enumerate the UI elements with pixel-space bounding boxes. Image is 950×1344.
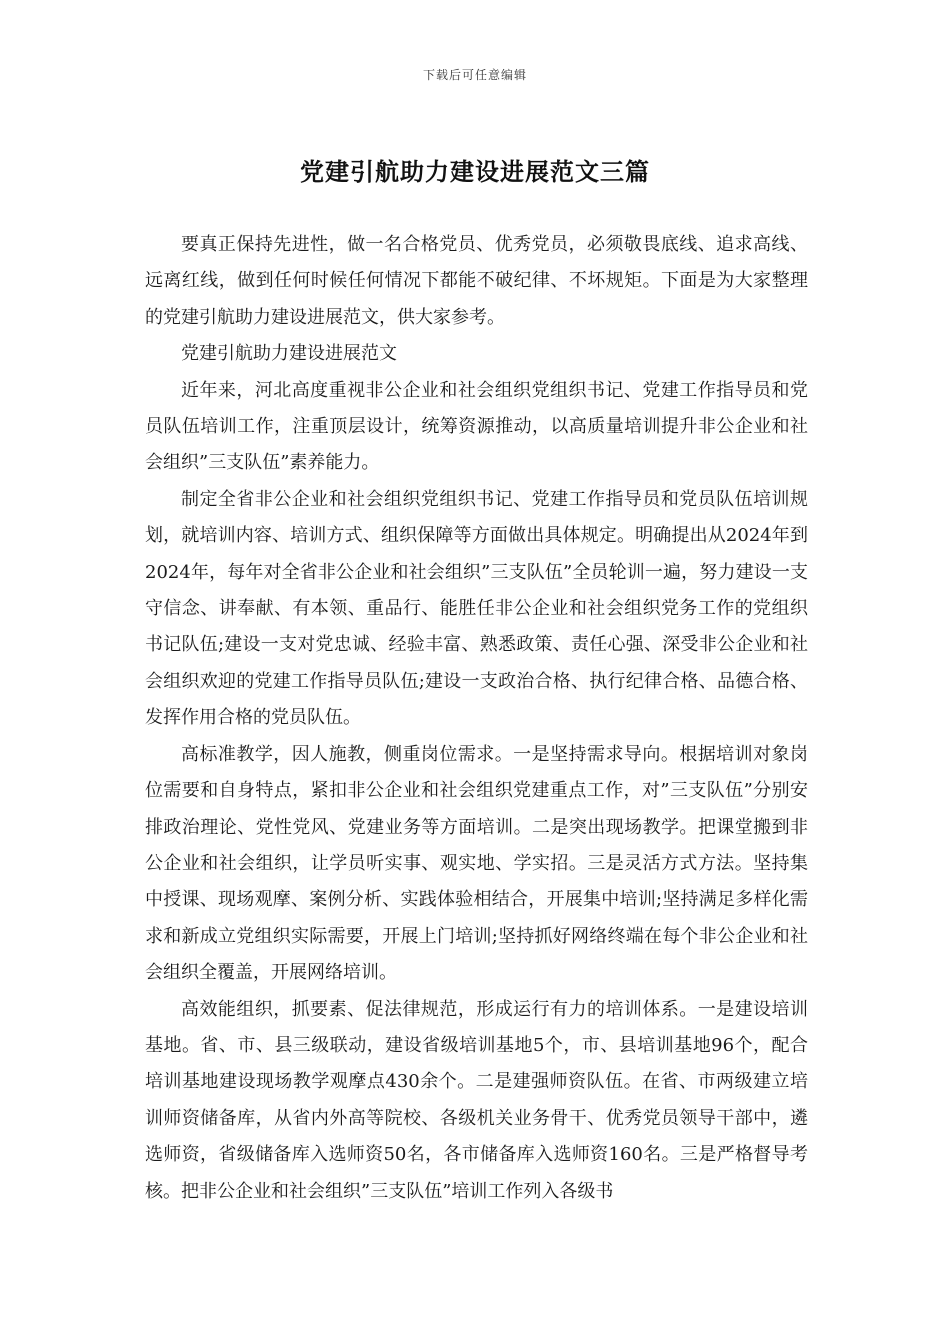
document-title: 党建引航助力建设进展范文三篇 (300, 157, 650, 186)
paragraph-intro: 要真正保持先进性，做一名合格党员、优秀党员，必须敬畏底线、追求高线、远离红线，做到任何时候任何情况下都能不破纪律、不坏规矩。下面是为大家整理的党建引航助力建设进展范文，供大家参考。 (145, 234, 808, 328)
paragraph: 高标准教学，因人施教，侧重岗位需求。一是坚持需求导向。根据培训对象岗位需要和自身特点，紧扣非公企业和社会组织党建重点工作，对”三支队伍”分别安排政治理论、党性党风、党建业务等方面培训。二是突出现场教学。把课堂搬到非公企业和社会组织，让学员听实事、观实地、学实招。三是灵活方式方法。坚持集中授课、现场观摩、案例分析、实践体验相结合，开展集中培训;坚持满足多样化需求和新成立党组织实际需要，开展上门培训;坚持抓好网络终端在每个非公企业和社会组织全覆盖，开展网络培训。 (145, 743, 808, 984)
paragraph-subtitle: 党建引航助力建设进展范文 (181, 343, 397, 365)
header-note: 下载后可任意编辑 (422, 68, 527, 82)
document-body (145, 227, 808, 1210)
paragraph: 制定全省非公企业和社会组织党组织书记、党建工作指导员和党员队伍培训规划，就培训内容、培训方式、组织保障等方面做出具体规定。明确提出从2024年到2024年，每年对全省非公企业和社会组织”三支队伍”全员轮训一遍，努力建设一支守信念、讲奉献、有本领、重品行、能胜任非公企业和社会组织党务工作的党组织书记队伍;建设一支对党忠诚、经验丰富、熟悉政策、责任心强、深受非公企业和社会组织欢迎的党建工作指导员队伍;建设一支政治合格、执行纪律合格、品德合格、发挥作用合格的党员队伍。 (145, 488, 808, 729)
paragraph: 高效能组织，抓要素、促法律规范，形成运行有力的培训体系。一是建设培训基地。省、市、县三级联动，建设省级培训基地5个，市、县培训基地96个，配合培训基地建设现场教学观摩点430余个。二是建强师资队伍。在省、市两级建立培训师资储备库，从省内外高等院校、各级机关业务骨干、优秀党员领导干部中，遴选师资，省级储备库入选师资50名，各市储备库入选师资160名。三是严格督导考核。把非公企业和社会组织”三支队伍”培训工作列入各级书 (145, 998, 808, 1202)
paragraph: 近年来，河北高度重视非公企业和社会组织党组织书记、党建工作指导员和党员队伍培训工作，注重顶层设计，统筹资源推动，以高质量培训提升非公企业和社会组织”三支队伍”素养能力。 (145, 379, 808, 474)
